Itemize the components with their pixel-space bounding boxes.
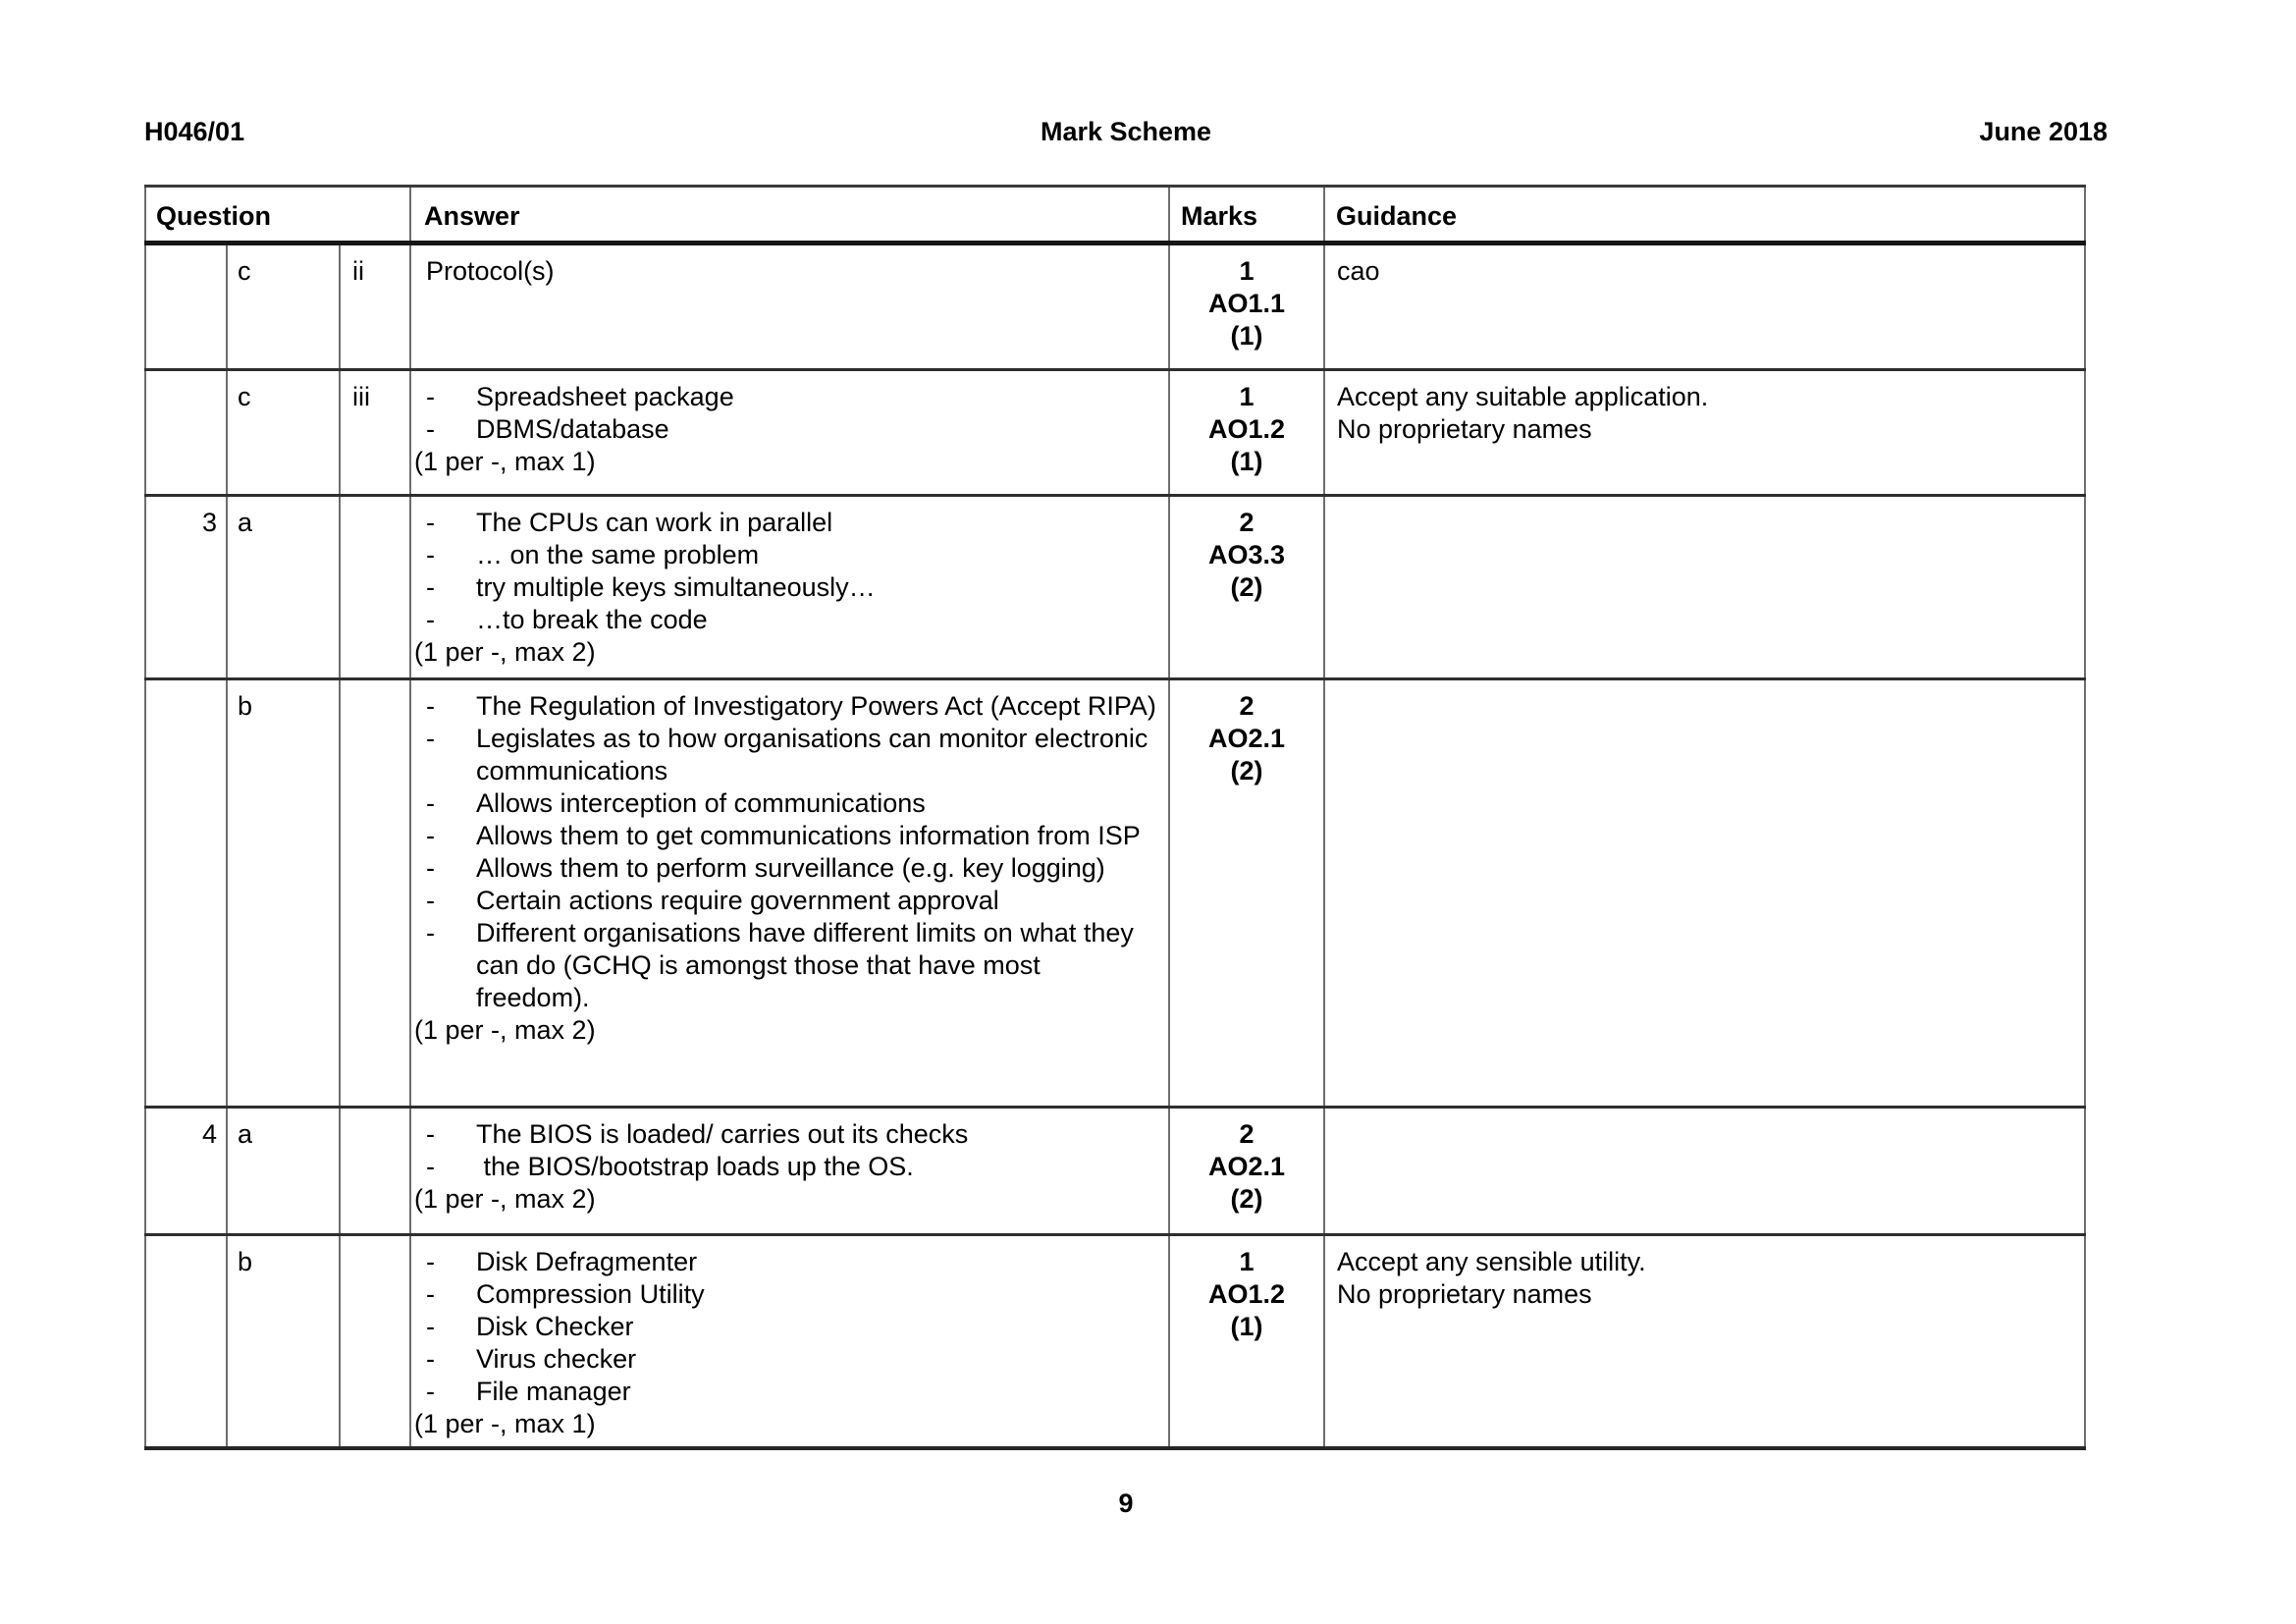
marks-ao-code: AO1.2 — [1207, 1279, 1286, 1309]
bullet-dash: - — [426, 382, 436, 411]
bullet-dash: - — [426, 788, 436, 818]
question-letter: b — [227, 1235, 340, 1449]
marks-cell — [1169, 1108, 1324, 1235]
bullet-item — [414, 1343, 1160, 1376]
bullet-item — [414, 1278, 1160, 1311]
guidance-cell — [1324, 1235, 2085, 1449]
table-row — [145, 496, 2085, 679]
bullet-text: Compression Utility — [476, 1279, 705, 1309]
bullet-item — [414, 1376, 1160, 1408]
marks-ao-code: AO1.2 — [1207, 414, 1286, 444]
bullet-text: Allows them to perform surveillance (e.g. key logging) — [476, 853, 1105, 883]
question-number: 4 — [145, 1108, 227, 1235]
table-row — [145, 244, 2085, 370]
answer-note: (1 per -, max 2) — [414, 1015, 596, 1045]
answer-cell — [410, 1108, 1169, 1235]
bullet-dash: - — [426, 886, 436, 915]
bullet-text: Certain actions require government approval — [476, 886, 999, 915]
mark-scheme-table — [144, 185, 2086, 1450]
bullet-dash: - — [426, 508, 436, 537]
guidance-line: No proprietary names — [1337, 1279, 1592, 1309]
guidance-cell — [1324, 244, 2085, 370]
marks-cell — [1169, 496, 1324, 679]
bullet-text: try multiple keys simultaneously… — [476, 572, 876, 602]
bullet-dash: - — [426, 1279, 436, 1309]
column-header-question: Question — [145, 187, 410, 244]
bullet-dash: - — [426, 918, 436, 947]
guidance-line: cao — [1337, 256, 1380, 286]
bullet-dash: - — [426, 1377, 436, 1406]
bullet-dash: - — [426, 572, 436, 602]
bullet-text: DBMS/database — [476, 414, 669, 444]
bullet-dash: - — [426, 1152, 436, 1181]
marks-total: (1) — [1230, 321, 1263, 351]
bullet-text: the BIOS/bootstrap loads up the OS. — [476, 1152, 914, 1181]
marks-value: 2 — [1239, 508, 1255, 537]
bullet-item — [414, 917, 1160, 1014]
marks-value: 1 — [1239, 256, 1255, 286]
marks-total: (1) — [1230, 1312, 1263, 1341]
question-letter: a — [227, 1108, 340, 1235]
column-header-guidance: Guidance — [1324, 187, 2085, 244]
marks-ao-code: AO3.3 — [1207, 540, 1286, 569]
answer-note: (1 per -, max 2) — [414, 1184, 596, 1214]
bullet-text: The Regulation of Investigatory Powers Act (Accept RIPA) — [476, 691, 1156, 721]
marks-cell — [1169, 1235, 1324, 1449]
bullet-item — [414, 413, 1160, 446]
bullet-text: …to break the code — [476, 605, 708, 634]
marks-total: (1) — [1230, 447, 1263, 476]
table-row — [145, 679, 2085, 1108]
bullet-dash: - — [426, 821, 436, 850]
bullet-dash: - — [426, 1344, 436, 1374]
bullet-text: Allows interception of communications — [476, 788, 926, 818]
question-roman — [340, 679, 410, 1108]
marks-value: 2 — [1239, 1119, 1255, 1149]
guidance-cell — [1324, 679, 2085, 1108]
bullet-dash: - — [426, 691, 436, 721]
answer-text: Protocol(s) — [426, 256, 555, 286]
question-letter: c — [227, 370, 340, 496]
bullet-dash: - — [426, 414, 436, 444]
question-roman: iii — [340, 370, 410, 496]
bullet-item — [414, 1311, 1160, 1343]
document-footer — [144, 1488, 2108, 1520]
question-roman — [340, 1108, 410, 1235]
answer-cell — [410, 679, 1169, 1108]
bullet-item — [414, 787, 1160, 820]
bullet-text: … on the same problem — [476, 540, 760, 569]
document-header — [0, 0, 2296, 148]
marks-cell — [1169, 679, 1324, 1108]
answer-note: (1 per -, max 1) — [414, 1409, 596, 1438]
bullet-dash: - — [426, 724, 436, 753]
question-roman — [340, 496, 410, 679]
answer-cell — [410, 244, 1169, 370]
bullet-text: File manager — [476, 1377, 631, 1406]
bullet-dash: - — [426, 1119, 436, 1149]
bullet-item — [414, 820, 1160, 852]
question-number — [145, 679, 227, 1108]
bullet-item — [414, 1118, 1160, 1151]
question-number — [145, 370, 227, 496]
marks-value: 1 — [1239, 382, 1255, 411]
marks-total: (2) — [1230, 572, 1263, 602]
bullet-item — [414, 571, 1160, 604]
bullet-item — [414, 852, 1160, 885]
guidance-line: No proprietary names — [1337, 414, 1592, 444]
column-header-marks: Marks — [1169, 187, 1324, 244]
bullet-text: Disk Checker — [476, 1312, 634, 1341]
guidance-cell — [1324, 370, 2085, 496]
bullet-item — [414, 885, 1160, 917]
question-number — [145, 244, 227, 370]
document-date: June 2018 — [1979, 117, 2109, 146]
document-code: H046/01 — [144, 117, 245, 146]
bullet-text: Disk Defragmenter — [476, 1247, 698, 1276]
document-title: Mark Scheme — [1040, 117, 1212, 146]
bullet-text: Spreadsheet package — [476, 382, 734, 411]
marks-ao-code: AO2.1 — [1207, 724, 1286, 753]
bullet-dash: - — [426, 605, 436, 634]
bullet-item — [414, 1246, 1160, 1278]
marks-value: 1 — [1239, 1247, 1255, 1276]
marks-total: (2) — [1230, 1184, 1263, 1214]
guidance-line: Accept any suitable application. — [1337, 382, 1709, 411]
bullet-item — [414, 723, 1160, 787]
bullet-item — [414, 604, 1160, 636]
guidance-cell — [1324, 1108, 2085, 1235]
bullet-dash: - — [426, 540, 436, 569]
answer-cell — [410, 370, 1169, 496]
bullet-dash: - — [426, 853, 436, 883]
answer-note: (1 per -, max 1) — [414, 447, 596, 476]
bullet-text: Allows them to get communications information from ISP — [476, 821, 1141, 850]
answer-cell — [410, 496, 1169, 679]
bullet-item — [414, 1151, 1160, 1183]
question-letter: b — [227, 679, 340, 1108]
bullet-text: The BIOS is loaded/ carries out its checks — [476, 1119, 969, 1149]
bullet-text: The CPUs can work in parallel — [476, 508, 833, 537]
guidance-cell — [1324, 496, 2085, 679]
marks-value: 2 — [1239, 691, 1255, 721]
marks-ao-code: AO2.1 — [1207, 1152, 1286, 1181]
bullet-item — [414, 690, 1160, 723]
question-number — [145, 1235, 227, 1449]
table-row — [145, 370, 2085, 496]
column-header-answer: Answer — [410, 187, 1169, 244]
bullet-dash: - — [426, 1312, 436, 1341]
table-row — [145, 1108, 2085, 1235]
bullet-item — [414, 539, 1160, 571]
bullet-item — [414, 507, 1160, 539]
question-letter: a — [227, 496, 340, 679]
table-row — [145, 1235, 2085, 1449]
page-number: 9 — [1118, 1489, 1134, 1518]
bullet-item — [414, 381, 1160, 413]
question-number: 3 — [145, 496, 227, 679]
question-letter: c — [227, 244, 340, 370]
bullet-text: Legislates as to how organisations can monitor electronic communications — [476, 724, 1155, 785]
bullet-text: Different organisations have different limits on what they can do (GCHQ is amongst those that have most freedom). — [476, 918, 1142, 1012]
question-roman — [340, 1235, 410, 1449]
question-roman: ii — [340, 244, 410, 370]
marks-cell — [1169, 370, 1324, 496]
bullet-text: Virus checker — [476, 1344, 637, 1374]
answer-cell — [410, 1235, 1169, 1449]
table-header-row — [145, 187, 2085, 244]
guidance-line: Accept any sensible utility. — [1337, 1247, 1646, 1276]
marks-cell — [1169, 244, 1324, 370]
marks-ao-code: AO1.1 — [1207, 289, 1286, 318]
bullet-dash: - — [426, 1247, 436, 1276]
answer-note: (1 per -, max 2) — [414, 637, 596, 667]
marks-total: (2) — [1230, 756, 1263, 785]
